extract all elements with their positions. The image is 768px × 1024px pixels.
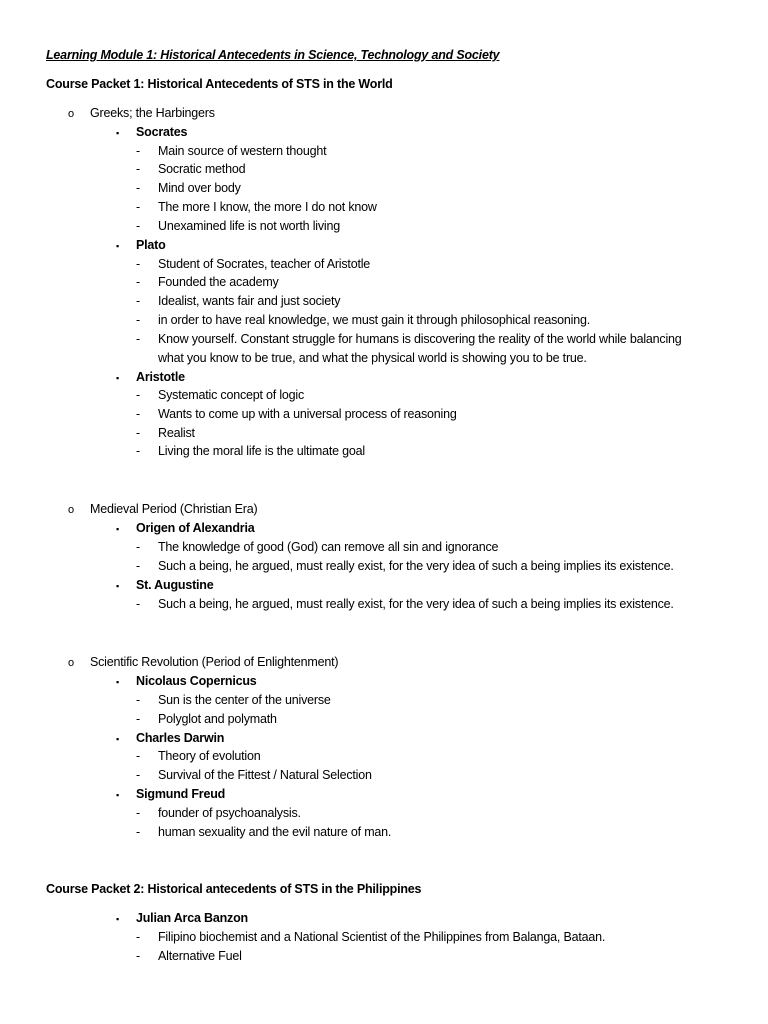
list-item <box>136 597 674 612</box>
dash-bullet-icon: - <box>136 200 140 214</box>
dash-bullet-icon: - <box>136 162 140 176</box>
person-copernicus <box>116 674 257 690</box>
list-item-text: The knowledge of good (God) can remove all sin and ignorance <box>158 540 499 554</box>
list-item <box>136 388 304 403</box>
list-item-text: Socratic method <box>158 162 246 176</box>
dash-bullet-icon: - <box>136 332 140 346</box>
dash-bullet-icon: - <box>136 294 140 308</box>
list-item-text: Unexamined life is not worth living <box>158 219 340 233</box>
list-item-text: Filipino biochemist and a National Scientist of the Philippines from Balanga, Bataan. <box>158 930 606 944</box>
list-item <box>136 219 340 234</box>
dash-bullet-icon: - <box>136 806 140 820</box>
dash-bullet-icon: - <box>136 949 140 963</box>
person-name: Julian Arca Banzon <box>136 911 248 925</box>
dash-bullet-icon: - <box>136 444 140 458</box>
course-packet-1-heading: Course Packet 1: Historical Antecedents of STS in the World <box>46 77 393 91</box>
dash-bullet-icon: - <box>136 693 140 707</box>
dash-bullet-icon: - <box>136 275 140 289</box>
person-plato <box>116 238 166 254</box>
list-item-text: Idealist, wants fair and just society <box>158 294 341 308</box>
square-bullet-icon: ▪ <box>116 914 119 924</box>
person-name: Socrates <box>136 125 188 139</box>
list-item-text: human sexuality and the evil nature of man. <box>158 825 392 839</box>
dash-bullet-icon: - <box>136 712 140 726</box>
person-name: Origen of Alexandria <box>136 521 255 535</box>
person-name: Sigmund Freud <box>136 787 226 801</box>
list-item-text: Theory of evolution <box>158 749 261 763</box>
list-item <box>136 200 377 215</box>
square-bullet-icon: ▪ <box>116 790 119 800</box>
dash-bullet-icon: - <box>136 559 140 573</box>
list-item-text: Such a being, he argued, must really exist, for the very idea of such a being implies its existence. <box>158 559 674 573</box>
person-name: Aristotle <box>136 370 185 384</box>
dash-bullet-icon: - <box>136 219 140 233</box>
dash-bullet-icon: - <box>136 426 140 440</box>
list-item <box>136 407 457 422</box>
list-item <box>136 825 391 840</box>
list-item <box>136 144 326 159</box>
section-heading: Scientific Revolution (Period of Enlightenment) <box>90 655 339 669</box>
list-item <box>136 257 370 272</box>
list-item-text: Realist <box>158 426 195 440</box>
list-item <box>136 768 372 783</box>
person-name: Nicolaus Copernicus <box>136 674 257 688</box>
person-origen <box>116 521 254 537</box>
list-item <box>136 749 261 764</box>
list-item <box>136 444 365 459</box>
list-item <box>136 313 590 328</box>
list-item <box>136 930 605 945</box>
list-item-text: in order to have real knowledge, we must gain it through philosophical reasoning. <box>158 313 590 327</box>
dash-bullet-icon: - <box>136 597 140 611</box>
list-item-text: Alternative Fuel <box>158 949 242 963</box>
person-darwin <box>116 731 224 747</box>
list-item <box>136 162 245 177</box>
list-item-text: founder of psychoanalysis. <box>158 806 301 820</box>
list-item-text: Main source of western thought <box>158 144 327 158</box>
square-bullet-icon: ▪ <box>116 128 119 138</box>
dash-bullet-icon: - <box>136 181 140 195</box>
list-item-text: Sun is the center of the universe <box>158 693 331 707</box>
dash-bullet-icon: - <box>136 540 140 554</box>
list-item-text: The more I know, the more I do not know <box>158 200 377 214</box>
list-item-text: Founded the academy <box>158 275 279 289</box>
list-item <box>136 294 340 309</box>
section-greeks <box>68 106 215 122</box>
course-packet-2-heading: Course Packet 2: Historical antecedents of STS in the Philippines <box>46 882 422 896</box>
person-banzon <box>116 911 248 927</box>
list-item-text: Systematic concept of logic <box>158 388 305 402</box>
square-bullet-icon: ▪ <box>116 734 119 744</box>
square-bullet-icon: ▪ <box>116 241 119 251</box>
list-item <box>136 181 241 196</box>
list-item <box>136 712 277 727</box>
circle-bullet-icon: o <box>68 504 74 516</box>
circle-bullet-icon: o <box>68 657 74 669</box>
list-item-text: Know yourself. Constant struggle for humans is discovering the reality of the world while balancing <box>158 332 682 346</box>
list-item <box>136 332 682 347</box>
person-aristotle <box>116 370 185 386</box>
dash-bullet-icon: - <box>136 749 140 763</box>
list-item <box>136 540 498 555</box>
dash-bullet-icon: - <box>136 313 140 327</box>
list-item-text: Survival of the Fittest / Natural Selection <box>158 768 372 782</box>
circle-bullet-icon: o <box>68 108 74 120</box>
list-item-text: Wants to come up with a universal process of reasoning <box>158 407 457 421</box>
section-scientific-revolution <box>68 655 338 671</box>
list-item-text: Such a being, he argued, must really exist, for the very idea of such a being implies its existence. <box>158 597 674 611</box>
list-item-text: Mind over body <box>158 181 241 195</box>
dash-bullet-icon: - <box>136 388 140 402</box>
dash-bullet-icon: - <box>136 407 140 421</box>
square-bullet-icon: ▪ <box>116 677 119 687</box>
dash-bullet-icon: - <box>136 825 140 839</box>
person-freud <box>116 787 225 803</box>
square-bullet-icon: ▪ <box>116 524 119 534</box>
list-item <box>136 949 242 964</box>
list-item-text: Polyglot and polymath <box>158 712 277 726</box>
list-item-continuation: what you know to be true, and what the physical world is showing you to be true. <box>158 351 587 365</box>
list-item <box>136 426 195 441</box>
section-heading: Medieval Period (Christian Era) <box>90 502 258 516</box>
list-item-text: Student of Socrates, teacher of Aristotle <box>158 257 371 271</box>
section-medieval <box>68 502 257 518</box>
square-bullet-icon: ▪ <box>116 581 119 591</box>
dash-bullet-icon: - <box>136 768 140 782</box>
square-bullet-icon: ▪ <box>116 373 119 383</box>
list-item <box>136 559 674 574</box>
person-name: St. Augustine <box>136 578 214 592</box>
list-item <box>136 806 301 821</box>
module-title: Learning Module 1: Historical Antecedents in Science, Technology and Society <box>46 48 500 62</box>
person-augustine <box>116 578 214 594</box>
list-item-text: Living the moral life is the ultimate goal <box>158 444 365 458</box>
dash-bullet-icon: - <box>136 144 140 158</box>
person-socrates <box>116 125 187 141</box>
dash-bullet-icon: - <box>136 257 140 271</box>
dash-bullet-icon: - <box>136 930 140 944</box>
person-name: Charles Darwin <box>136 731 225 745</box>
list-item <box>136 693 331 708</box>
list-item <box>136 275 279 290</box>
section-heading: Greeks; the Harbingers <box>90 106 215 120</box>
person-name: Plato <box>136 238 166 252</box>
